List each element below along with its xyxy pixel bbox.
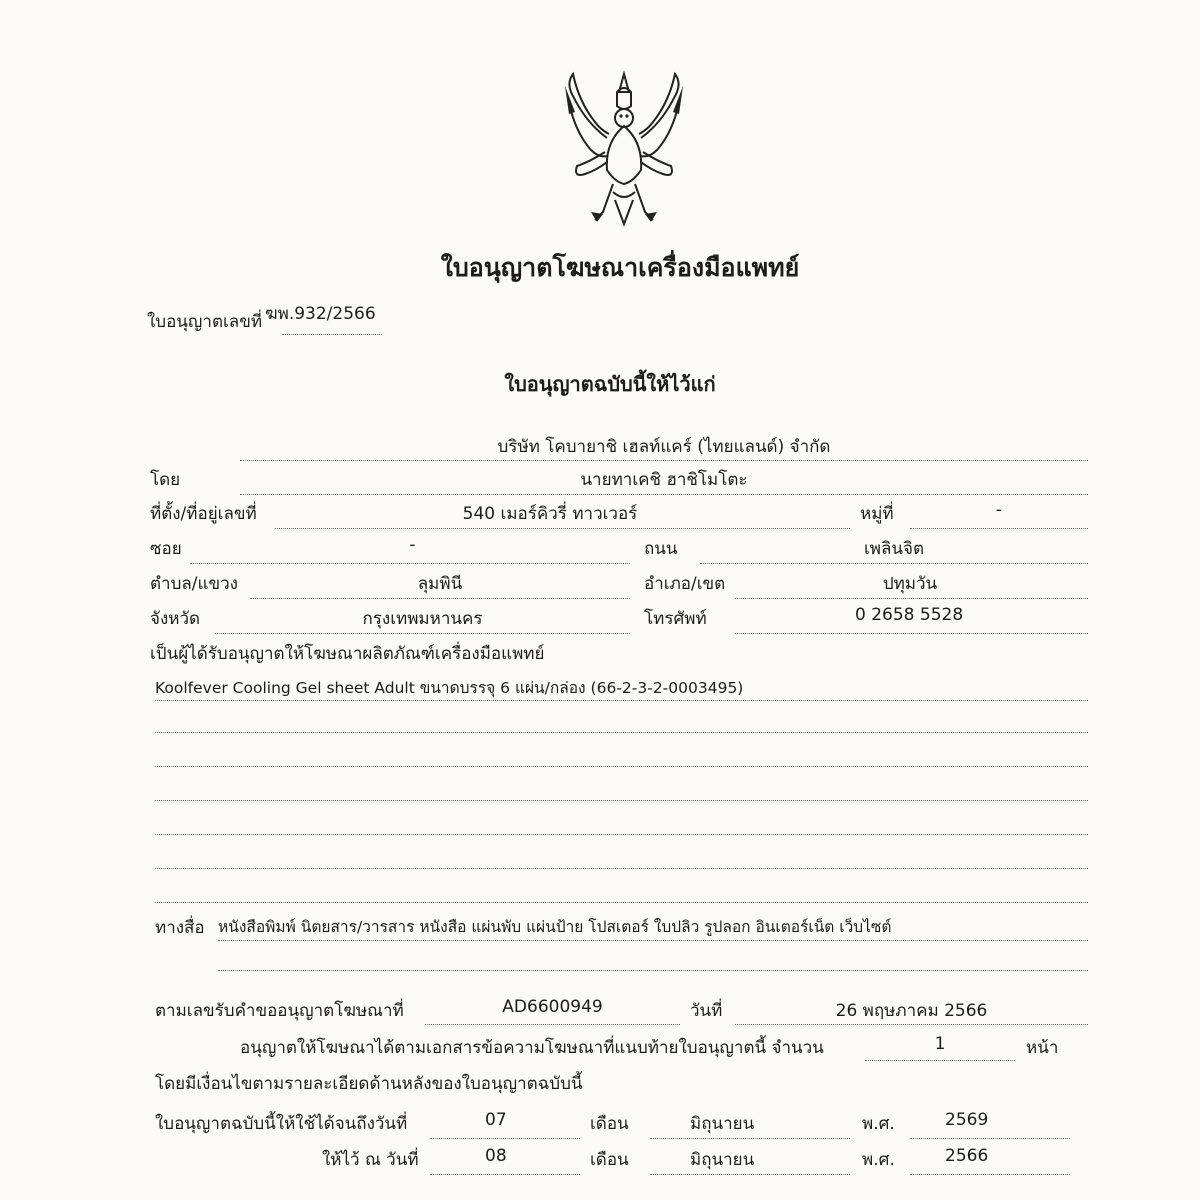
company-name: บริษัท โคบายาชิ เฮลท์แคร์ (ไทยแลนด์) จำกัด bbox=[497, 437, 831, 457]
province-label: จังหวัด bbox=[150, 609, 201, 629]
valid-until-year-label: พ.ศ. bbox=[862, 1114, 895, 1134]
valid-until-month-label: เดือน bbox=[590, 1114, 629, 1134]
district-value: ปทุมวัน bbox=[882, 574, 938, 594]
media-value: หนังสือพิมพ์ นิตยสาร/วารสาร หนังสือ แผ่นพับ แผ่นป้าย โปสเตอร์ ใบปลิว รูปลอก อินเตอร์เน็ต เว็บไซต์ bbox=[218, 918, 892, 936]
address-label: ที่ตั้ง/ที่อยู่เลขที่ bbox=[150, 504, 257, 524]
pages-unit: หน้า bbox=[1026, 1038, 1059, 1058]
moo-value: - bbox=[995, 500, 1003, 520]
address-value: 540 เมอร์คิวรี่ ทาวเวอร์ bbox=[462, 504, 638, 524]
pages-value: 1 bbox=[934, 1034, 946, 1054]
valid-until-day: 07 bbox=[485, 1110, 507, 1130]
license-no-value: ฆพ.932/2566 bbox=[265, 304, 376, 324]
issued-day: 08 bbox=[485, 1146, 507, 1166]
issued-month: มิถุนายน bbox=[690, 1150, 755, 1170]
district-label: อำเภอ/เขต bbox=[644, 574, 726, 594]
road-value: เพลินจิต bbox=[863, 539, 925, 559]
by-value: นายทาเคชิ ฮาชิโมโตะ bbox=[580, 470, 748, 490]
license-no-label: ใบอนุญาตเลขที่ bbox=[147, 312, 263, 332]
subdistrict-value: ลุมพินี bbox=[417, 574, 463, 594]
soi-label: ซอย bbox=[150, 539, 182, 559]
issued-year-label: พ.ศ. bbox=[862, 1150, 895, 1170]
valid-until-month: มิถุนายน bbox=[690, 1114, 755, 1134]
issued-month-label: เดือน bbox=[590, 1150, 629, 1170]
phone-value: 0 2658 5528 bbox=[855, 605, 964, 625]
issued-label: ให้ไว้ ณ วันที่ bbox=[322, 1150, 419, 1170]
province-value: กรุงเทพมหานคร bbox=[362, 609, 483, 629]
granted-to-heading: ใบอนุญาตฉบับนี้ให้ไว้แก่ bbox=[504, 372, 716, 396]
product-description: Koolfever Cooling Gel sheet Adult ขนาดบรรจุ 6 แผ่น/กล่อง (66-2-3-2-0003495) bbox=[155, 679, 744, 697]
document-title: ใบอนุญาตโฆษณาเครื่องมือแพทย์ bbox=[440, 253, 800, 282]
subdistrict-label: ตำบล/แขวง bbox=[150, 574, 238, 594]
conditions-text: โดยมีเงื่อนไขตามรายละเอียดด้านหลังของใบอนุญาตฉบับนี้ bbox=[155, 1074, 583, 1094]
soi-value: - bbox=[409, 535, 416, 555]
valid-until-year: 2569 bbox=[945, 1110, 989, 1130]
valid-until-label: ใบอนุญาตฉบับนี้ให้ใช้ได้จนถึงวันที่ bbox=[155, 1114, 408, 1134]
by-label: โดย bbox=[150, 470, 181, 490]
issued-year: 2566 bbox=[945, 1146, 989, 1166]
moo-label: หมู่ที่ bbox=[860, 504, 894, 524]
road-label: ถนน bbox=[644, 539, 678, 559]
request-date-label: วันที่ bbox=[690, 1001, 723, 1021]
garuda-emblem-icon bbox=[555, 62, 693, 230]
pages-text: อนุญาตให้โฆษณาได้ตามเอกสารข้อความโฆษณาที่แนบท้ายใบอนุญาตนี้ จำนวน bbox=[240, 1038, 824, 1058]
request-value: AD6600949 bbox=[502, 997, 603, 1017]
media-label: ทางสื่อ bbox=[155, 918, 205, 938]
request-date-value: 26 พฤษภาคม 2566 bbox=[835, 1001, 988, 1021]
request-label: ตามเลขรับคำขออนุญาตโฆษณาที่ bbox=[155, 1001, 404, 1021]
permission-text: เป็นผู้ได้รับอนุญาตให้โฆษณาผลิตภัณฑ์เครื่องมือแพทย์ bbox=[150, 644, 545, 664]
phone-label: โทรศัพท์ bbox=[644, 609, 707, 629]
